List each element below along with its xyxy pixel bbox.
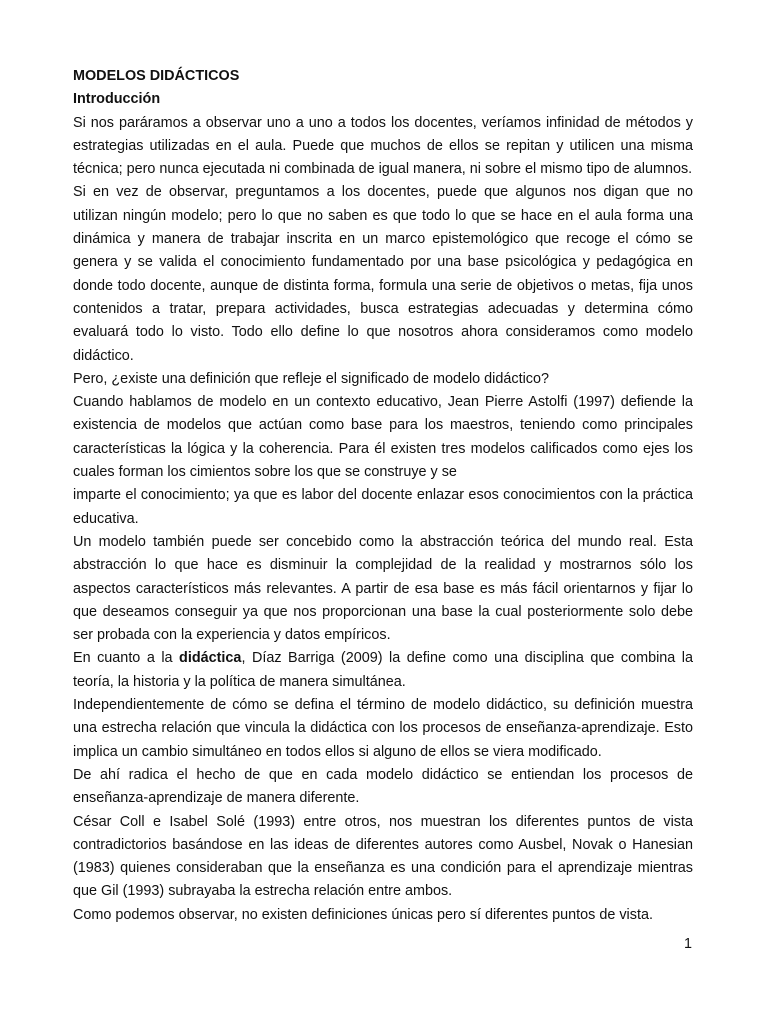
- page-number: 1: [684, 936, 693, 952]
- paragraph-5: imparte el conocimiento; ya que es labor del docente enlazar esos conocimientos con la práctica educativa.: [73, 487, 693, 527]
- paragraph-9: De ahí radica el hecho de que en cada modelo didáctico se entiendan los procesos de enseñanza-aprendizaje de manera diferente.: [73, 766, 693, 807]
- paragraph-didactica: [73, 647, 693, 694]
- paragraph-11: Como podemos observar, no existen definiciones únicas pero sí diferentes puntos de vista.: [73, 906, 653, 923]
- term-didactica: didáctica: [179, 650, 242, 667]
- paragraph-10: César Coll e Isabel Solé (1993) entre otros, nos muestran los diferentes puntos de vista contradictorios basándose en las ideas de diferentes autores como Ausbel, Novak o Hanesian (1983) quienes consideraban que la enseñanza es una condición para el aprendizaje mientras que Gil (1993) subrayaba la estrecha relación entre ambos.: [73, 813, 693, 900]
- document-body: [73, 65, 693, 927]
- paragraph-didactica-before: En cuanto a la: [73, 650, 180, 667]
- paragraph-1: Si nos paráramos a observar uno a uno a todos los docentes, veríamos infinidad de métodos y estrategias utilizadas en el aula. Puede que muchos de ellos se repitan y utilicen una misma técnica; pero nunca ejecutada ni combinada de igual manera, ni sobre el mismo tipo de alumnos.: [73, 114, 693, 178]
- paragraph-2: Si en vez de observar, preguntamos a los docentes, puede que algunos nos digan que no utilizan ningún modelo; pero lo que no saben es que todo lo que se hace en el aula forma una dinámica y manera de trabajar inscrita en un marco epistemológico que recoge el cómo se genera y se valida el conocimiento fundamentado por una base psicológica y pedagógica en donde todo docente, aunque de distinta forma, formula una serie de objetivos o metas, fija unos contenidos a tratar, prepara actividades, busca estrategias adecuadas y determina cómo evaluará todo lo visto. Todo ello define lo que nosotros ahora consideramos como modelo didáctico.: [73, 184, 693, 364]
- paragraph-6: Un modelo también puede ser concebido como la abstracción teórica del mundo real. Esta abstracción lo que hace es disminuir la complejidad de la realidad y mostrarnos sólo los aspectos característicos más relevantes. A partir de esa base es más fácil orientarnos y fijar lo que deseamos conseguir ya que nos proporcionan una base la cual posteriormente solo debe ser probada con la experiencia y datos empíricos.: [73, 533, 693, 644]
- section-heading-introduccion: Introducción: [73, 91, 161, 108]
- paragraph-8: Independientemente de cómo se defina el término de modelo didáctico, su definición muestra una estrecha relación que vincula la didáctica con los procesos de enseñanza-aprendizaje. Esto implica un cambio simultáneo en todos ellos si alguno de ellos se viera modificado.: [73, 697, 693, 760]
- paragraph-3: Pero, ¿existe una definición que refleje el significado de modelo didáctico?: [73, 370, 549, 387]
- paragraph-4: Cuando hablamos de modelo en un contexto educativo, Jean Pierre Astolfi (1997) defiende la existencia de modelos que actúan como base para los maestros, teniendo como principales características la lógica y la coherencia. Para él existen tres modelos calificados como ejes los cuales forman los cimientos sobre los que se construye y se: [73, 394, 693, 481]
- document-title: MODELOS DIDÁCTICOS: [73, 68, 240, 84]
- paragraph-didactica-after: , Díaz Barriga (2009) la define como una disciplina que combina la teoría, la historia y la política de manera simultánea.: [73, 650, 693, 690]
